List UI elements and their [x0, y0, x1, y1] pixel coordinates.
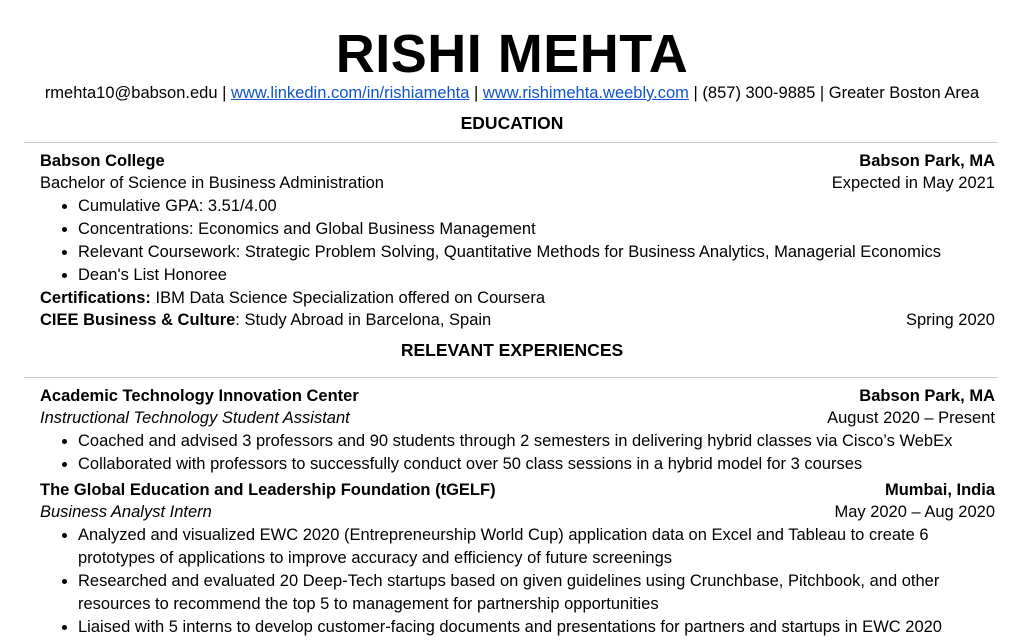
list-item: • Cumulative GPA: 3.51/4.00 [78, 195, 1008, 218]
certifications-text [40, 287, 545, 309]
certifications-value: IBM Data Science Specialization offered on Coursera [150, 289, 546, 307]
job-role-row [40, 501, 995, 523]
location-text: Greater Boston Area [828, 84, 980, 102]
certifications-label: Certifications: [40, 289, 151, 307]
separator: | [474, 84, 479, 102]
list-item: • Dean's List Honoree [78, 264, 1008, 287]
email-text: rmehta10@babson.edu [44, 84, 218, 102]
separator: | [222, 84, 227, 102]
study-abroad-text [40, 309, 491, 331]
job-dates: August 2020 – Present [827, 409, 995, 427]
job-org-row [40, 479, 995, 501]
school-location: Babson Park, MA [859, 152, 995, 170]
education-degree-row [40, 172, 995, 194]
section-divider [24, 142, 998, 143]
degree-date: Expected in May 2021 [831, 174, 995, 192]
separator: | [693, 84, 698, 102]
job-org: The Global Education and Leadership Foundation (tGELF) [40, 481, 496, 499]
job-role: Instructional Technology Student Assistant [40, 409, 350, 427]
section-divider [24, 377, 998, 378]
study-abroad-row [40, 309, 995, 331]
website-link[interactable]: www.rishimehta.weebly.com [482, 84, 689, 102]
list-item: • Coached and advised 3 professors and 90 students through 2 semesters in delivering hybrid classes via Cisco’s WebEx [78, 430, 1008, 453]
separator: | [819, 84, 825, 102]
study-abroad-date: Spring 2020 [906, 311, 995, 329]
phone-text: (857) 300-9885 [702, 84, 816, 102]
degree-text: Bachelor of Science in Business Administration [40, 174, 384, 192]
list-item: • Relevant Coursework: Strategic Problem Solving, Quantitative Methods for Business Analytics, Managerial Economics [78, 241, 1008, 264]
linkedin-link[interactable]: www.linkedin.com/in/rishiamehta [231, 84, 470, 102]
education-bullets [56, 195, 1008, 287]
education-school-row [40, 150, 995, 172]
job-role-row [40, 407, 995, 429]
job-org: Academic Technology Innovation Center [40, 387, 359, 405]
job-bullets [56, 524, 1008, 639]
candidate-name: RISHI MEHTA [335, 24, 689, 84]
contact-line [0, 83, 1024, 103]
list-item: • Liaised with 5 interns to develop customer-facing documents and presentations for partners and startups in EWC 2020 [78, 616, 1008, 639]
education-heading: EDUCATION [460, 113, 564, 133]
job-org-row [40, 385, 995, 407]
job-location: Babson Park, MA [859, 387, 995, 405]
list-item: • Analyzed and visualized EWC 2020 (Entrepreneurship World Cup) application data on Excel and Tableau to create 6 prototypes of applications to improve accuracy and efficiency of future screenings [78, 524, 1008, 570]
certifications-row [40, 287, 995, 309]
list-item: • Researched and evaluated 20 Deep-Tech startups based on given guidelines using Crunchbase, Pitchbook, and other resources to recommend the top 5 to management for partnership opportunities [78, 570, 1008, 616]
job-bullets [56, 430, 1008, 476]
school-name: Babson College [40, 152, 165, 170]
job-role: Business Analyst Intern [40, 503, 212, 521]
job-dates: May 2020 – Aug 2020 [834, 503, 995, 521]
experience-heading: RELEVANT EXPERIENCES [400, 340, 624, 360]
list-item: • Concentrations: Economics and Global Business Management [78, 218, 1008, 241]
list-item: • Collaborated with professors to successfully conduct over 50 class sessions in a hybrid model for 3 courses [78, 453, 1008, 476]
study-abroad-label: CIEE Business & Culture [40, 311, 236, 329]
study-abroad-value: : Study Abroad in Barcelona, Spain [235, 311, 492, 329]
job-location: Mumbai, India [884, 481, 995, 499]
